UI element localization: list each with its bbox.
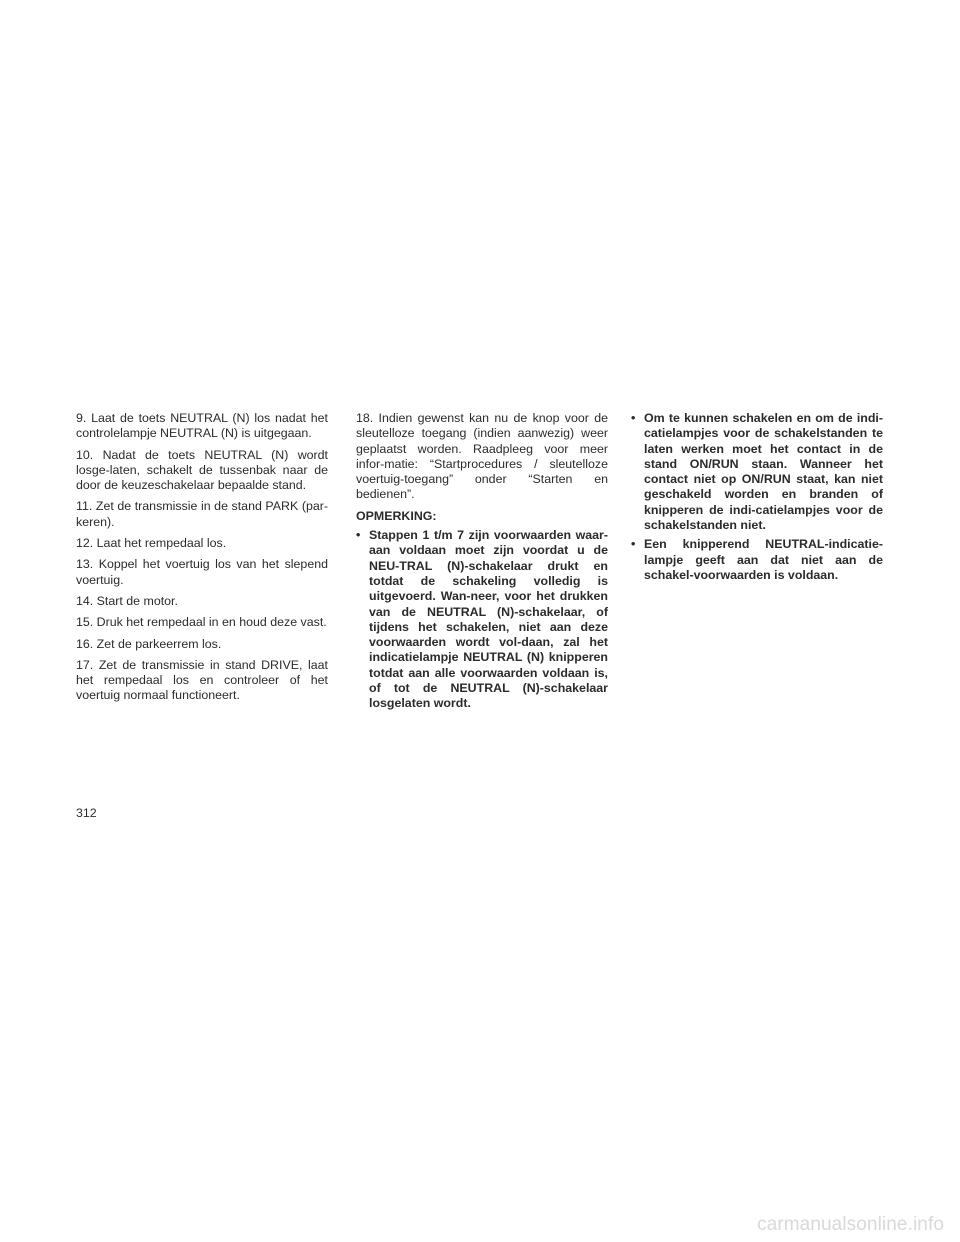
note-item (631, 411, 883, 533)
step-17: 17. Zet de transmissie in stand DRIVE, laat het rempedaal los en controleer of het voertuig normaal functioneert. (76, 657, 328, 703)
note-item (631, 537, 883, 583)
middle-column (356, 411, 608, 716)
step-15: 15. Druk het rempedaal in en houd deze vast. (76, 615, 327, 630)
step-16: 16. Zet de parkeerrem los. (76, 636, 222, 651)
step-9: 9. Laat de toets NEUTRAL (N) los nadat het controlelampje NEUTRAL (N) is uitgegaan. (76, 411, 328, 441)
step-11: 11. Zet de transmissie in de stand PARK (par-keren). (76, 499, 328, 529)
step-13: 13. Koppel het voertuig los van het slepend voertuig. (76, 557, 328, 587)
page-number: 312 (76, 806, 97, 820)
note-heading: OPMERKING: (356, 508, 437, 523)
step-18: 18. Indien gewenst kan nu de knop voor de sleutelloze toegang (indien aanwezig) weer geplaatst worden. Raadpleeg voor meer infor-matie: “Startprocedures / sleutelloze voertuig-toegang” onder “Starten en bedienen”. (356, 411, 608, 502)
note-item (356, 528, 608, 712)
step-10: 10. Nadat de toets NEUTRAL (N) wordt losge-laten, schakelt de tussenbak naar de door de keuzeschakelaar bepaalde stand. (76, 447, 328, 493)
bullet-icon: • (631, 411, 636, 425)
watermark: carmanualsonline.info (757, 1214, 944, 1235)
note-text: Een knipperend NEUTRAL-indicatie-lampje geeft aan dat niet aan de schakel-voorwaarden is voldaan. (644, 537, 883, 582)
bullet-icon: • (356, 528, 361, 543)
left-column (76, 411, 328, 710)
note-list (631, 411, 883, 583)
step-14: 14. Start de motor. (76, 593, 178, 608)
bullet-icon: • (631, 537, 636, 552)
note-text: Om te kunnen schakelen en om de indi-catielampjes voor de schakelstanden te laten werken moet het contact in de stand ON/RUN staan. Wanneer het contact niet op ON/RUN staat, kan niet geschakeld worden en branden of knipperen de indi-catielampjes voor de schakelstanden niet. (644, 411, 883, 533)
right-column (631, 411, 883, 587)
step-12: 12. Laat het rempedaal los. (76, 536, 227, 551)
note-text: Stappen 1 t/m 7 zijn voorwaarden waar-aan voldaan moet zijn voordat u de NEU-TRAL (N)-schakelaar drukt en totdat de schakeling volledig is uitgevoerd. Wan-neer, voor het drukken van de NEUTRAL (N)-schakelaar, of tijdens het schakelen, niet aan deze voorwaarden wordt vol-daan, zal het indicatielampje NEUTRAL (N) knipperen totdat aan alle voorwaarden voldaan is, of tot de NEUTRAL (N)-schakelaar losgelaten wordt. (369, 528, 608, 711)
note-list (356, 528, 608, 712)
